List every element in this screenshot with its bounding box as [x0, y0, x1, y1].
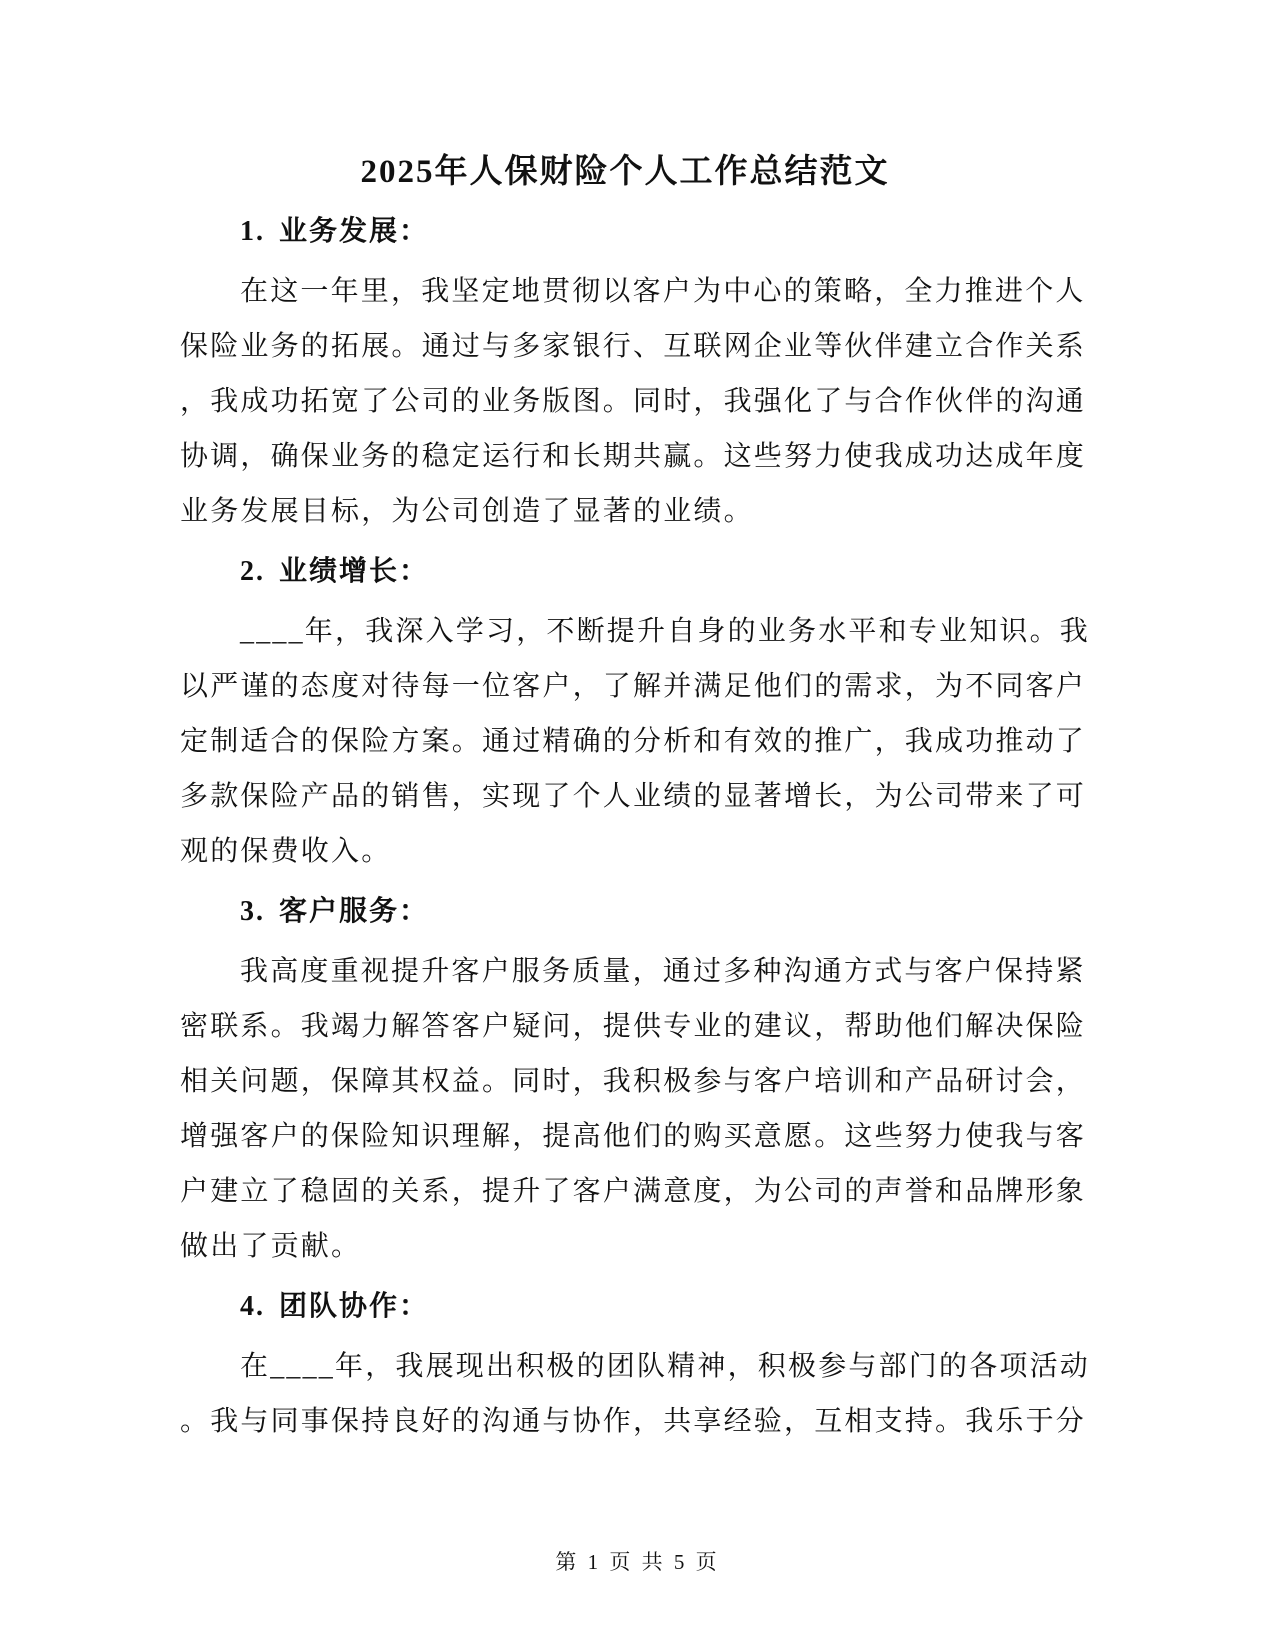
section-heading-label: 业绩增长：: [279, 556, 430, 587]
section: [180, 544, 1091, 879]
paragraph-line: 在这一年里，我坚定地贯彻以客户为中心的策略，全力推进个人: [240, 276, 1086, 307]
section-heading: [180, 884, 1070, 939]
paragraph-line: 在____年，我展现出积极的团队精神，积极参与部门的各项活动: [240, 1351, 1091, 1382]
paragraph-line: 以严谨的态度对待每一位客户，了解并满足他们的需求，为不同客户: [180, 671, 1087, 702]
section-heading-label: 业务发展：: [279, 216, 430, 247]
paragraph-line: 业务发展目标，为公司创造了显著的业绩。: [180, 496, 754, 527]
section: [180, 1279, 1091, 1449]
paragraph-line: 增强客户的保险知识理解，提高他们的购买意愿。这些努力使我与客: [180, 1121, 1087, 1152]
paragraph-line: 观的保费收入。: [180, 836, 392, 867]
paragraph-line: 密联系。我竭力解答客户疑问，提供专业的建议，帮助他们解决保险: [180, 1011, 1087, 1042]
section-heading: [180, 204, 1070, 259]
section-number: 3.: [240, 896, 265, 927]
page-footer: [0, 1546, 1275, 1576]
section-number: 1.: [240, 216, 265, 247]
paragraph-line: 做出了贡献。: [180, 1231, 362, 1262]
paragraph-line: 。我与同事保持良好的沟通与协作，共享经验，互相支持。我乐于分: [180, 1406, 1087, 1437]
paragraph-line: 户建立了稳固的关系，提升了客户满意度，为公司的声誉和品牌形象: [180, 1176, 1087, 1207]
section: [180, 204, 1087, 539]
paragraph-line: 相关问题，保障其权益。同时，我积极参与客户培训和产品研讨会，: [180, 1066, 1087, 1097]
document-body: [180, 204, 1091, 1449]
section-heading: [180, 544, 1070, 599]
section: [180, 884, 1087, 1274]
section-heading: [180, 1279, 1070, 1334]
paragraph-line: ，我成功拓宽了公司的业务版图。同时，我强化了与合作伙伴的沟通: [180, 386, 1087, 417]
document-title: 2025年人保财险个人工作总结范文: [360, 154, 890, 190]
paragraph-line: 我高度重视提升客户服务质量，通过多种沟通方式与客户保持紧: [240, 956, 1086, 987]
section-number: 2.: [240, 556, 265, 587]
section-heading-label: 客户服务：: [279, 896, 430, 927]
paragraph-line: 定制适合的保险方案。通过精确的分析和有效的推广，我成功推动了: [180, 726, 1087, 757]
page-number-label: 第 1 页 共 5 页: [555, 1550, 720, 1574]
paragraph-line: ____年，我深入学习，不断提升自身的业务水平和专业知识。我: [240, 616, 1091, 647]
section-heading-label: 团队协作：: [279, 1291, 430, 1322]
paragraph-line: 多款保险产品的销售，实现了个人业绩的显著增长，为公司带来了可: [180, 781, 1087, 812]
section-number: 4.: [240, 1291, 265, 1322]
paragraph-line: 保险业务的拓展。通过与多家银行、互联网企业等伙伴建立合作关系: [180, 331, 1087, 362]
paragraph-line: 协调，确保业务的稳定运行和长期共赢。这些努力使我成功达成年度: [180, 441, 1087, 472]
